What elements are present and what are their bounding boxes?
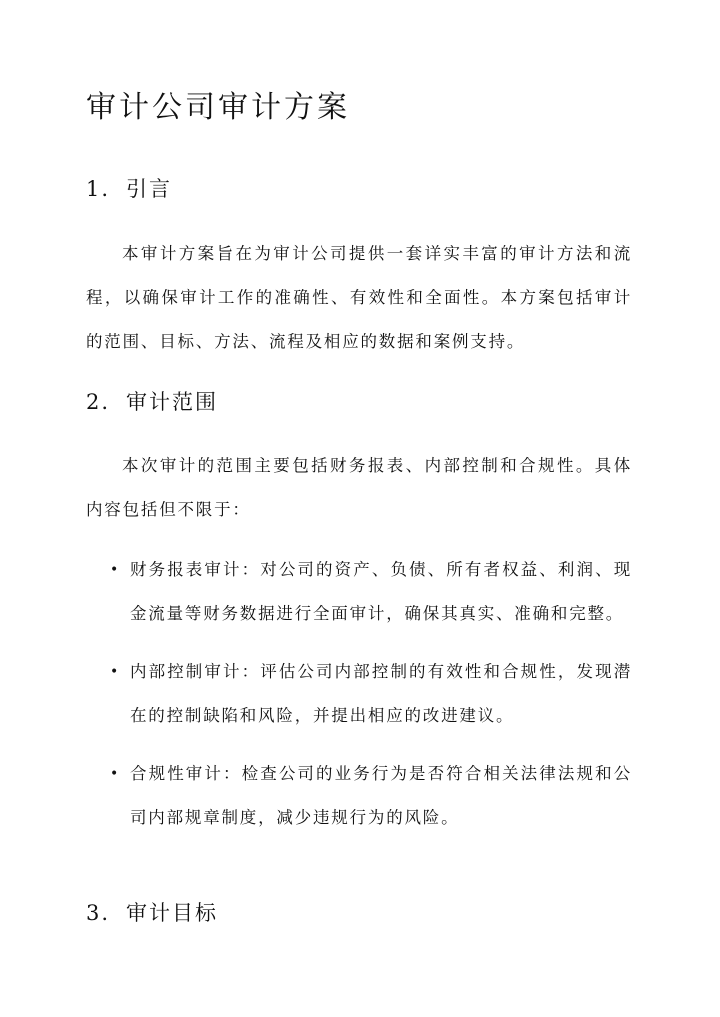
section-heading-audit-objectives xyxy=(86,897,218,929)
bullet-marker: • xyxy=(110,766,121,782)
list-item-text: 内部控制审计：评估公司内部控制的有效性和合规性，发现潜在的控制缺陷和风险，并提出相应的改进建议。 xyxy=(130,662,632,725)
section-title: 引言 xyxy=(126,177,172,201)
bullet-marker: • xyxy=(110,562,121,578)
section-heading-audit-scope xyxy=(86,386,218,418)
list-item-text: 财务报表审计：对公司的资产、负债、所有者权益、利润、现金流量等财务数据进行全面审计，确保其真实、准确和完整。 xyxy=(130,560,632,623)
list-item-text: 合规性审计：检查公司的业务行为是否符合相关法律法规和公司内部规章制度，减少违规行为的风险。 xyxy=(130,764,632,827)
section-heading-introduction xyxy=(86,173,172,205)
audit-scope-list xyxy=(86,548,632,854)
list-item-compliance-audit xyxy=(86,752,632,840)
section-number: 1. xyxy=(86,177,111,201)
list-item-internal-control-audit xyxy=(86,650,632,738)
document-title: 审计公司审计方案 xyxy=(86,90,350,125)
list-item-financial-statement-audit xyxy=(86,548,632,636)
section-title: 审计范围 xyxy=(126,390,218,414)
section-number: 3. xyxy=(86,901,111,925)
audit-scope-paragraph: 本次审计的范围主要包括财务报表、内部控制和合规性。具体内容包括但不限于： xyxy=(86,456,632,519)
introduction-paragraph: 本审计方案旨在为审计公司提供一套详实丰富的审计方法和流程，以确保审计工作的准确性、有效性和全面性。本方案包括审计的范围、目标、方法、流程及相应的数据和案例支持。 xyxy=(86,244,632,351)
section-title: 审计目标 xyxy=(126,901,218,925)
bullet-marker: • xyxy=(110,664,121,680)
section-number: 2. xyxy=(86,390,111,414)
